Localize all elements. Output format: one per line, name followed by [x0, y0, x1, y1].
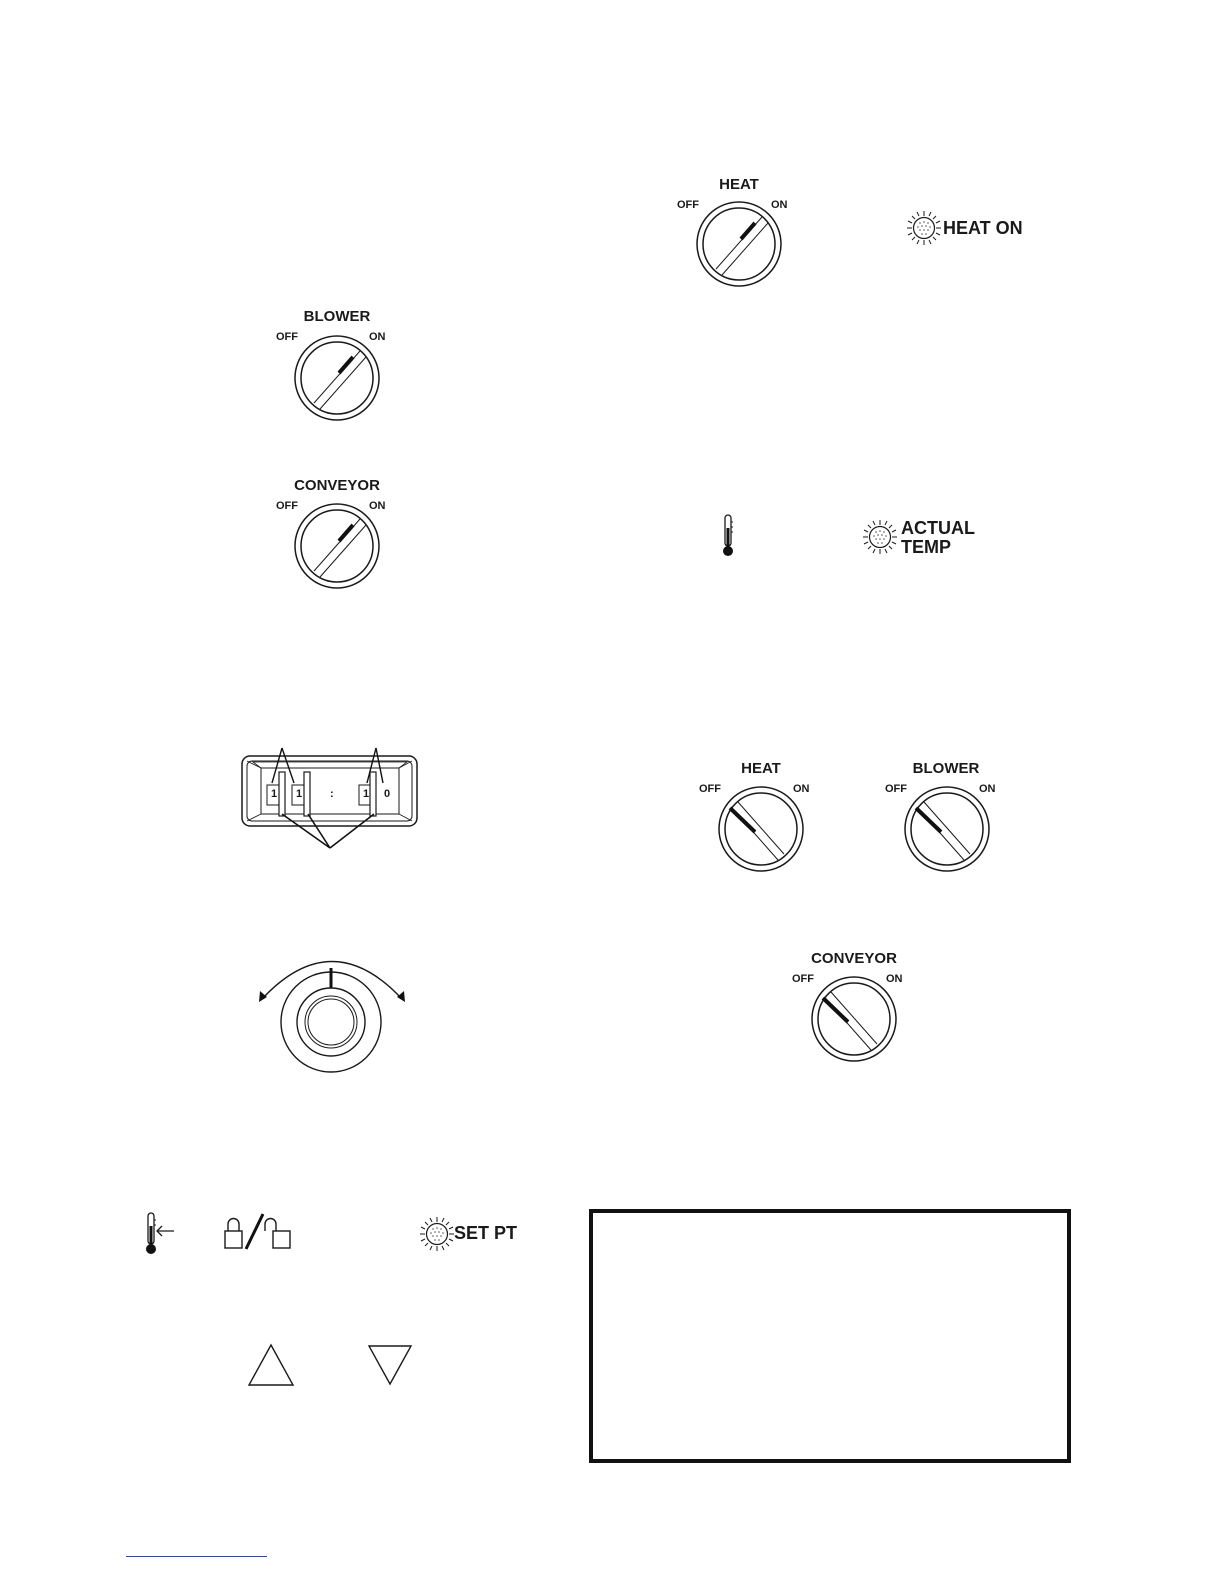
conveyor-b-on-label: ON	[886, 973, 903, 985]
blower-key-switch[interactable]	[292, 333, 382, 423]
heat-switch-title: HEAT	[719, 176, 759, 193]
heat-on-label: HEAT ON	[943, 218, 1023, 238]
up-arrow-icon[interactable]	[247, 1343, 295, 1387]
conveyor-switch-title: CONVEYOR	[294, 477, 380, 494]
blower-b-on-label: ON	[979, 783, 996, 795]
set-pt-indicator-light-icon	[419, 1216, 455, 1252]
timer-digit-3: 1	[363, 788, 370, 800]
set-pt-label: SET PT	[454, 1223, 518, 1243]
down-arrow-icon[interactable]	[367, 1344, 413, 1386]
conveyor-key-switch[interactable]	[292, 501, 382, 591]
conveyor-b-switch-title: CONVEYOR	[811, 950, 897, 967]
heat-on-indicator-light-icon	[906, 210, 942, 246]
thermometer-arrow-icon[interactable]	[143, 1212, 183, 1256]
timer-digit-2: 1	[296, 788, 303, 800]
blower-on-label: ON	[369, 331, 386, 343]
conveyor-on-label: ON	[369, 500, 386, 512]
timer-colon: :	[330, 788, 334, 800]
heat-b-off-label: OFF	[699, 783, 721, 795]
heat-b-key-switch[interactable]	[716, 784, 806, 874]
heat-off-label: OFF	[677, 199, 699, 211]
timer-digit-1: 1	[271, 788, 278, 800]
timer-button-pointer-lines	[270, 812, 390, 852]
timer-digit-4: 0	[384, 788, 391, 800]
blower-b-switch-title: BLOWER	[912, 760, 980, 777]
lock-unlock-icon[interactable]	[222, 1212, 294, 1252]
heat-on-label: ON	[771, 199, 788, 211]
actual-temp-indicator-light-icon	[862, 519, 898, 555]
footer-rule	[126, 1556, 267, 1557]
blower-switch-title: BLOWER	[303, 308, 371, 325]
blower-off-label: OFF	[276, 331, 298, 343]
blower-b-off-label: OFF	[885, 783, 907, 795]
conveyor-b-off-label: OFF	[792, 973, 814, 985]
actual-temp-label-line2: TEMP	[901, 537, 952, 557]
heat-b-switch-title: HEAT	[741, 760, 781, 777]
heat-b-on-label: ON	[793, 783, 810, 795]
note-frame	[589, 1209, 1071, 1463]
heat-key-switch[interactable]	[694, 199, 784, 289]
speed-knob-icon[interactable]	[252, 944, 412, 1074]
conveyor-off-label: OFF	[276, 500, 298, 512]
conveyor-b-key-switch[interactable]	[809, 974, 899, 1064]
thermometer-icon[interactable]	[720, 514, 736, 558]
blower-b-key-switch[interactable]	[902, 784, 992, 874]
actual-temp-label-line1: ACTUAL	[901, 518, 975, 538]
